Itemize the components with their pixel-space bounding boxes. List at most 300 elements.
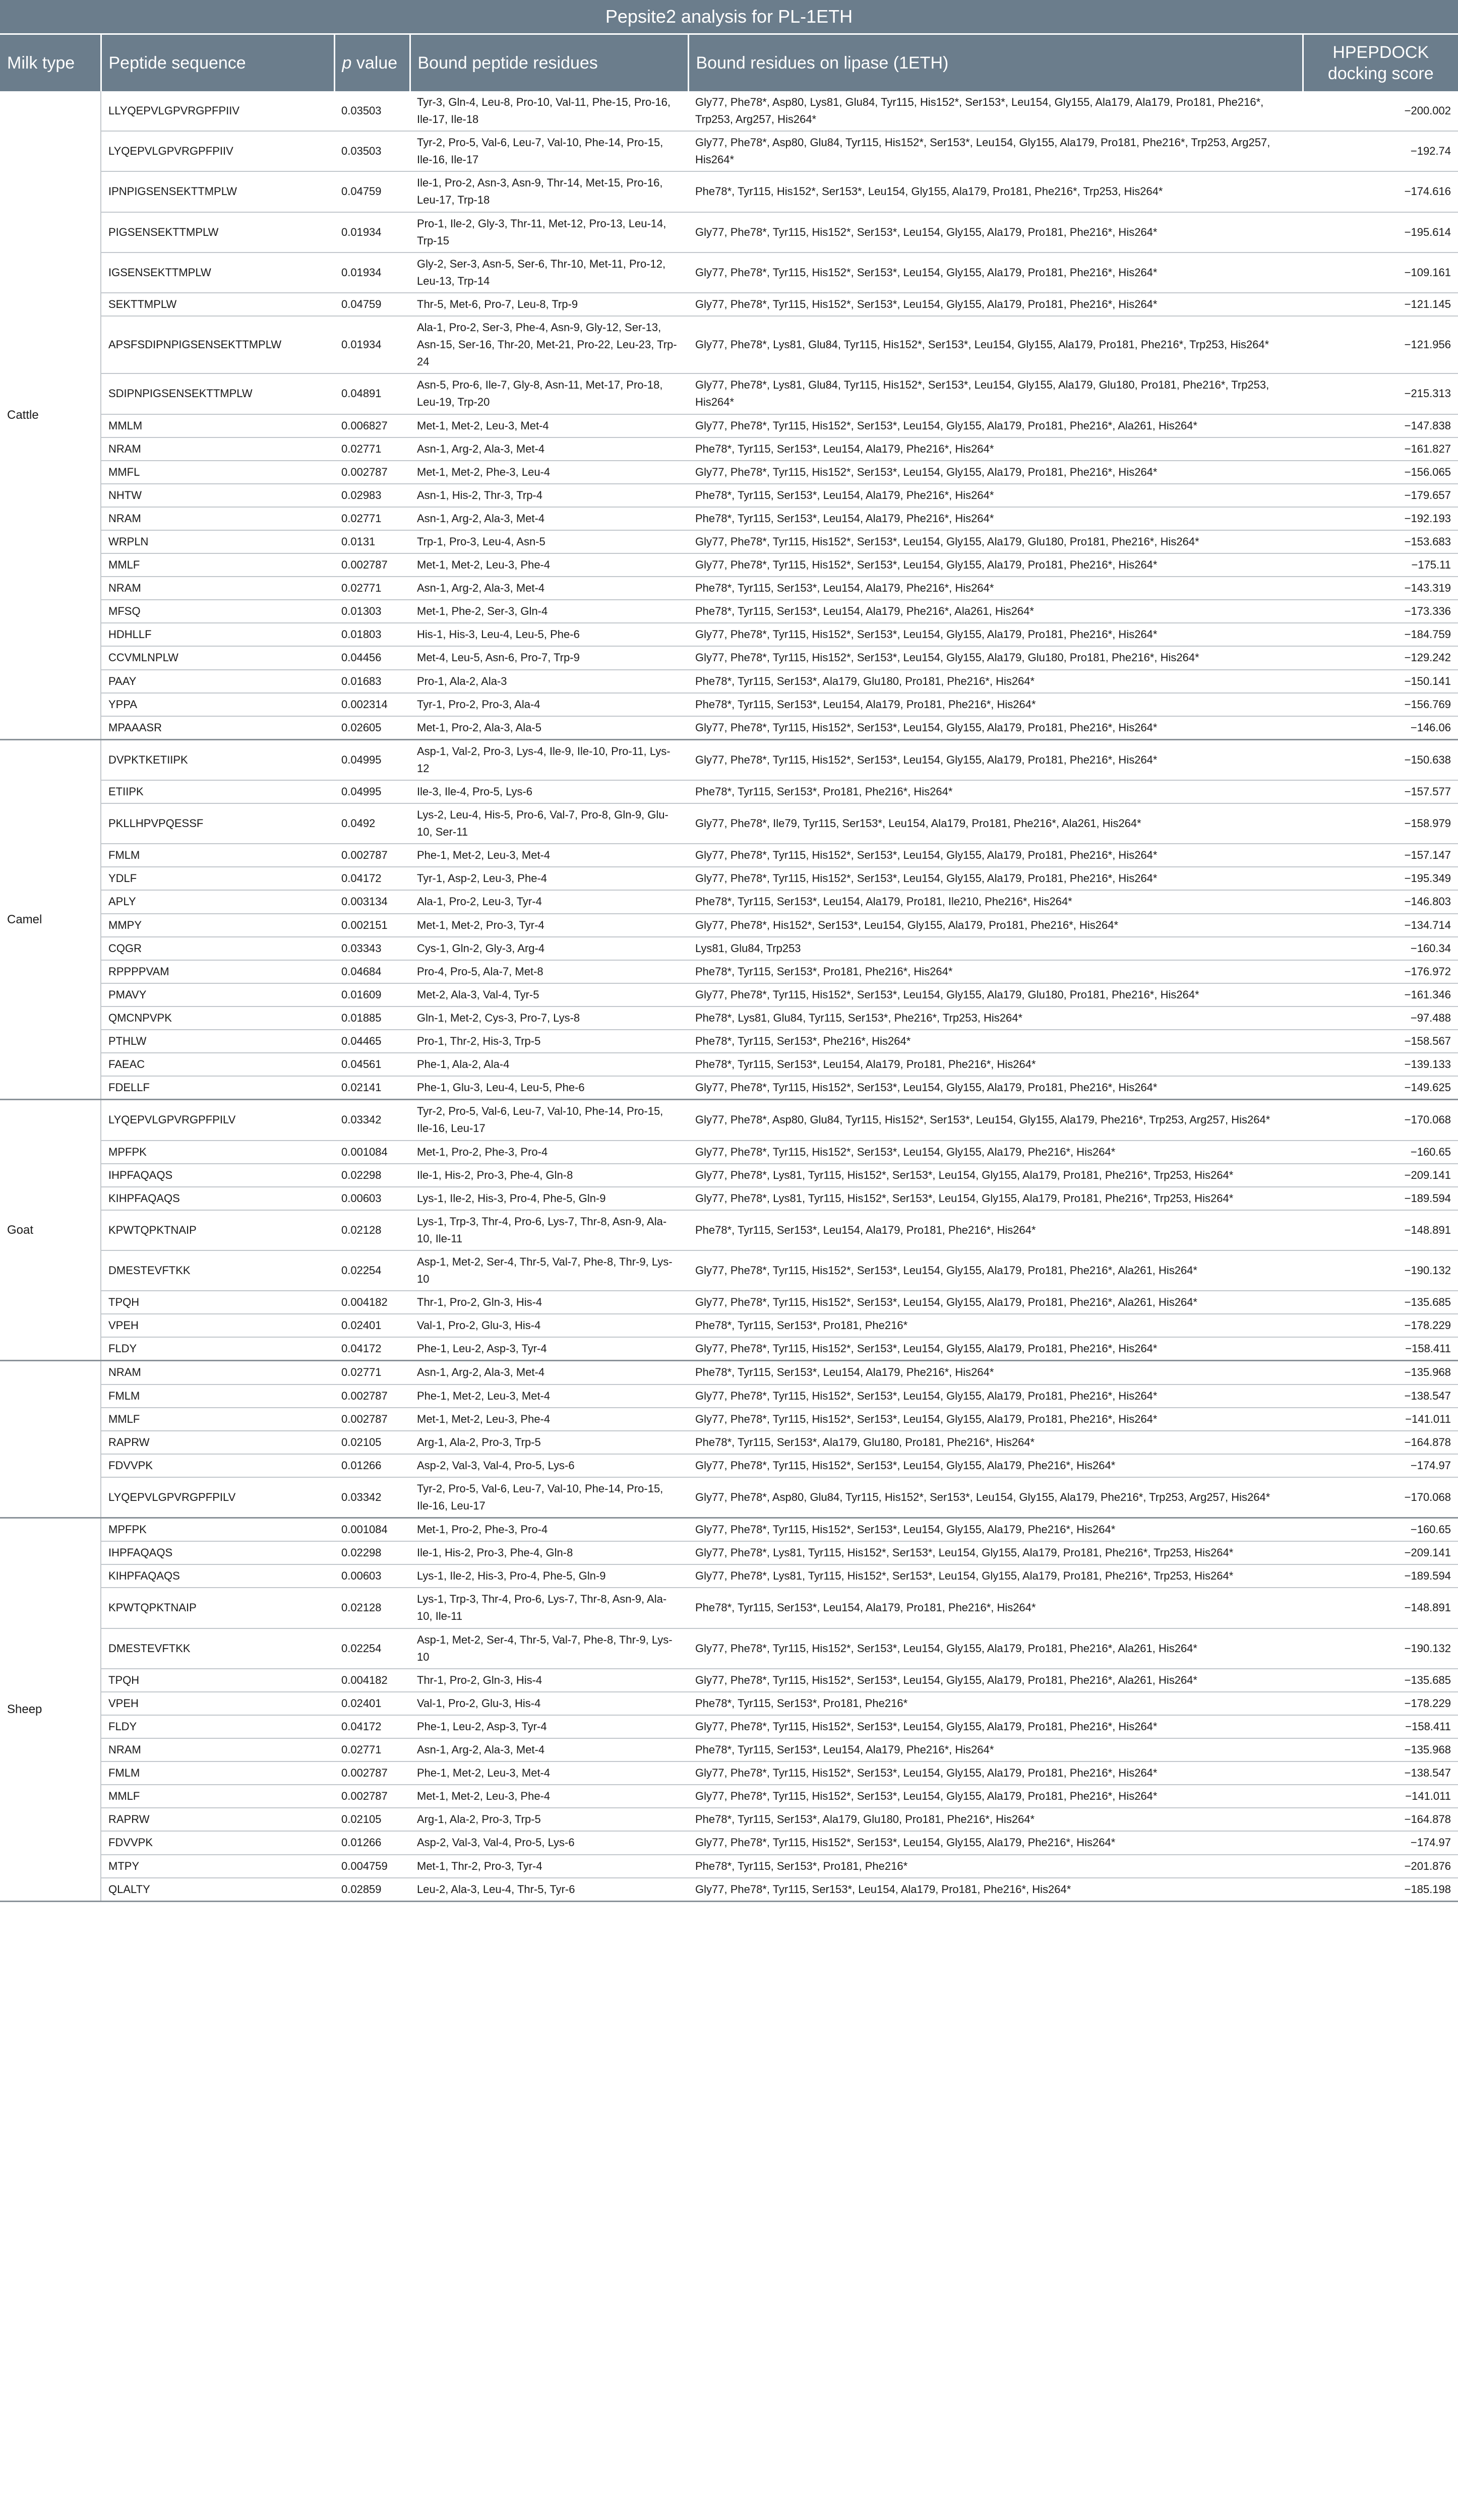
docking-score-cell: −141.011 — [1303, 1785, 1458, 1808]
bound-peptide-residues-cell: Thr-5, Met-6, Pro-7, Leu-8, Trp-9 — [410, 293, 688, 316]
bound-lipase-residues-cell: Gly77, Phe78*, Tyr115, His152*, Ser153*, Leu154, Gly155, Ala179, Pro181, Phe216*, Ala261, His264* — [688, 1250, 1303, 1291]
peptide-sequence-cell: MMLM — [101, 414, 334, 437]
docking-score-cell: −192.193 — [1303, 507, 1458, 530]
table-row — [0, 1053, 1458, 1076]
p-value-cell: 0.004182 — [334, 1291, 410, 1314]
bound-peptide-residues-cell: Asn-5, Pro-6, Ile-7, Gly-8, Asn-11, Met-17, Pro-18, Leu-19, Trp-20 — [410, 373, 688, 414]
milk-type-cell: Goat — [0, 1100, 101, 1361]
p-value-cell: 0.003134 — [334, 890, 410, 913]
p-value-cell: 0.02401 — [334, 1692, 410, 1715]
peptide-sequence-cell: IHPFAQAQS — [101, 1541, 334, 1564]
table-row — [0, 1164, 1458, 1187]
bound-peptide-residues-cell: Phe-1, Met-2, Leu-3, Met-4 — [410, 1384, 688, 1408]
peptide-sequence-cell: NRAM — [101, 1738, 334, 1761]
table-row — [0, 1785, 1458, 1808]
bound-peptide-residues-cell: Arg-1, Ala-2, Pro-3, Trp-5 — [410, 1431, 688, 1454]
bound-lipase-residues-cell: Gly77, Phe78*, Tyr115, His152*, Ser153*, Leu154, Gly155, Ala179, Pro181, Phe216*, His264* — [688, 867, 1303, 890]
table-row — [0, 1628, 1458, 1669]
docking-score-cell: −158.979 — [1303, 803, 1458, 844]
docking-score-cell: −195.614 — [1303, 212, 1458, 253]
peptide-sequence-cell: MMLF — [101, 553, 334, 577]
table-row — [0, 1431, 1458, 1454]
bound-peptide-residues-cell: Tyr-1, Asp-2, Leu-3, Phe-4 — [410, 867, 688, 890]
p-value-cell: 0.002787 — [334, 1785, 410, 1808]
peptide-sequence-cell: KPWTQPKTNAIP — [101, 1588, 334, 1628]
peptide-sequence-cell: MPAAASR — [101, 716, 334, 740]
bound-lipase-residues-cell: Phe78*, Tyr115, Ser153*, Leu154, Ala179, Phe216*, His264* — [688, 484, 1303, 507]
bound-lipase-residues-cell: Gly77, Phe78*, Tyr115, His152*, Ser153*, Leu154, Gly155, Ala179, Phe216*, His264* — [688, 1141, 1303, 1164]
table-row — [0, 623, 1458, 646]
p-value-cell: 0.04465 — [334, 1030, 410, 1053]
table-row — [0, 1454, 1458, 1477]
bound-lipase-residues-cell: Gly77, Phe78*, Asp80, Glu84, Tyr115, His152*, Ser153*, Leu154, Gly155, Ala179, Pro181, Phe216*, Trp253, Arg257, His264* — [688, 131, 1303, 171]
bound-lipase-residues-cell: Gly77, Phe78*, Ile79, Tyr115, Ser153*, Leu154, Ala179, Pro181, Phe216*, Ala261, His264* — [688, 803, 1303, 844]
table-row — [0, 670, 1458, 693]
docking-score-cell: −156.065 — [1303, 461, 1458, 484]
milk-type-cell: Cattle — [0, 91, 101, 739]
bound-peptide-residues-cell: Met-1, Met-2, Pro-3, Tyr-4 — [410, 914, 688, 937]
docking-score-cell: −176.972 — [1303, 960, 1458, 983]
table-row — [0, 1518, 1458, 1542]
docking-score-cell: −135.685 — [1303, 1669, 1458, 1692]
p-value-cell: 0.04995 — [334, 739, 410, 780]
table-row — [0, 91, 1458, 131]
bound-peptide-residues-cell: Leu-2, Ala-3, Leu-4, Thr-5, Tyr-6 — [410, 1878, 688, 1902]
bound-lipase-residues-cell: Gly77, Phe78*, Tyr115, His152*, Ser153*, Leu154, Gly155, Ala179, Pro181, Phe216*, His264* — [688, 716, 1303, 740]
table-row — [0, 507, 1458, 530]
table-row — [0, 1076, 1458, 1100]
milk-group — [0, 739, 1458, 1100]
docking-score-cell: −160.65 — [1303, 1141, 1458, 1164]
table-row — [0, 914, 1458, 937]
peptide-sequence-cell: FMLM — [101, 1384, 334, 1408]
docking-score-cell: −192.74 — [1303, 131, 1458, 171]
docking-score-cell: −138.547 — [1303, 1384, 1458, 1408]
peptide-sequence-cell: YDLF — [101, 867, 334, 890]
column-header-row — [0, 34, 1458, 92]
p-value-cell: 0.002151 — [334, 914, 410, 937]
bound-lipase-residues-cell: Phe78*, Tyr115, Ser153*, Ala179, Glu180, Pro181, Phe216*, His264* — [688, 670, 1303, 693]
p-value-cell: 0.02105 — [334, 1808, 410, 1831]
p-value-cell: 0.04456 — [334, 646, 410, 669]
table-row — [0, 937, 1458, 960]
peptide-sequence-cell: FLDY — [101, 1337, 334, 1361]
bound-lipase-residues-cell: Gly77, Phe78*, Lys81, Tyr115, His152*, Ser153*, Leu154, Gly155, Ala179, Pro181, Phe216*, Trp253, His264* — [688, 1164, 1303, 1187]
bound-lipase-residues-cell: Phe78*, Tyr115, Ser153*, Leu154, Ala179, Phe216*, His264* — [688, 1738, 1303, 1761]
p-value-cell: 0.04891 — [334, 373, 410, 414]
p-value-cell: 0.04172 — [334, 1715, 410, 1738]
p-value-cell: 0.01934 — [334, 212, 410, 253]
docking-score-cell: −129.242 — [1303, 646, 1458, 669]
table-row — [0, 1100, 1458, 1141]
p-value-cell: 0.02859 — [334, 1878, 410, 1902]
table-row — [0, 530, 1458, 553]
bound-peptide-residues-cell: Asp-2, Val-3, Val-4, Pro-5, Lys-6 — [410, 1831, 688, 1854]
docking-score-cell: −170.068 — [1303, 1100, 1458, 1141]
bound-lipase-residues-cell: Phe78*, Tyr115, Ser153*, Leu154, Ala179, Phe216*, His264* — [688, 437, 1303, 461]
docking-score-cell: −160.65 — [1303, 1518, 1458, 1542]
docking-score-cell: −189.594 — [1303, 1564, 1458, 1588]
bound-lipase-residues-cell: Gly77, Phe78*, Tyr115, His152*, Ser153*, Leu154, Gly155, Ala179, Pro181, Phe216*, His264* — [688, 461, 1303, 484]
bound-lipase-residues-cell: Gly77, Phe78*, Tyr115, His152*, Ser153*, Leu154, Gly155, Ala179, Pro181, Phe216*, His264* — [688, 1761, 1303, 1785]
bound-peptide-residues-cell: Lys-1, Ile-2, His-3, Pro-4, Phe-5, Gln-9 — [410, 1564, 688, 1588]
bound-peptide-residues-cell: Arg-1, Ala-2, Pro-3, Trp-5 — [410, 1808, 688, 1831]
table-row — [0, 484, 1458, 507]
peptide-sequence-cell: NRAM — [101, 437, 334, 461]
bound-peptide-residues-cell: Met-1, Met-2, Leu-3, Met-4 — [410, 414, 688, 437]
peptide-sequence-cell: KIHPFAQAQS — [101, 1187, 334, 1210]
bound-lipase-residues-cell: Gly77, Phe78*, His152*, Ser153*, Leu154, Gly155, Ala179, Pro181, Phe216*, His264* — [688, 914, 1303, 937]
docking-score-cell: −178.229 — [1303, 1314, 1458, 1337]
p-value-cell: 0.01303 — [334, 600, 410, 623]
bound-peptide-residues-cell: Lys-1, Trp-3, Thr-4, Pro-6, Lys-7, Thr-8, Asn-9, Ala-10, Ile-11 — [410, 1210, 688, 1250]
docking-score-cell: −174.616 — [1303, 171, 1458, 212]
p-value-cell: 0.04759 — [334, 171, 410, 212]
bound-lipase-residues-cell: Phe78*, Tyr115, Ser153*, Ala179, Glu180, Pro181, Phe216*, His264* — [688, 1431, 1303, 1454]
p-value-cell: 0.02771 — [334, 1361, 410, 1384]
bound-lipase-residues-cell: Gly77, Phe78*, Tyr115, His152*, Ser153*, Leu154, Gly155, Ala179, Pro181, Phe216*, His264* — [688, 553, 1303, 577]
docking-score-cell: −200.002 — [1303, 91, 1458, 131]
p-value-cell: 0.04759 — [334, 293, 410, 316]
bound-peptide-residues-cell: Met-1, Pro-2, Phe-3, Pro-4 — [410, 1518, 688, 1542]
table-title-row — [0, 0, 1458, 34]
docking-score-cell: −150.638 — [1303, 739, 1458, 780]
bound-peptide-residues-cell: Asn-1, Arg-2, Ala-3, Met-4 — [410, 507, 688, 530]
p-value-cell: 0.01885 — [334, 1006, 410, 1030]
p-value-cell: 0.02771 — [334, 577, 410, 600]
bound-peptide-residues-cell: Met-1, Pro-2, Ala-3, Ala-5 — [410, 716, 688, 740]
p-value-cell: 0.002787 — [334, 1761, 410, 1785]
docking-score-cell: −158.567 — [1303, 1030, 1458, 1053]
docking-score-cell: −164.878 — [1303, 1808, 1458, 1831]
table-title: Pepsite2 analysis for PL-1ETH — [0, 0, 1458, 34]
table-row — [0, 253, 1458, 293]
bound-lipase-residues-cell: Gly77, Phe78*, Lys81, Glu84, Tyr115, His152*, Ser153*, Leu154, Gly155, Ala179, Pro181, Phe216*, Trp253, His264* — [688, 316, 1303, 373]
bound-peptide-residues-cell: Gln-1, Met-2, Cys-3, Pro-7, Lys-8 — [410, 1006, 688, 1030]
table-row — [0, 171, 1458, 212]
table-row — [0, 844, 1458, 867]
docking-score-cell: −135.968 — [1303, 1738, 1458, 1761]
bound-lipase-residues-cell: Gly77, Phe78*, Tyr115, His152*, Ser153*, Leu154, Gly155, Ala179, Pro181, Phe216*, Ala261, His264* — [688, 1291, 1303, 1314]
docking-score-cell: −173.336 — [1303, 600, 1458, 623]
peptide-sequence-cell: SEKTTMPLW — [101, 293, 334, 316]
bound-lipase-residues-cell: Gly77, Phe78*, Tyr115, His152*, Ser153*, Leu154, Gly155, Ala179, Pro181, Phe216*, His264* — [688, 844, 1303, 867]
bound-peptide-residues-cell: Asn-1, Arg-2, Ala-3, Met-4 — [410, 1738, 688, 1761]
p-value-cell: 0.04172 — [334, 867, 410, 890]
p-value-cell: 0.02254 — [334, 1250, 410, 1291]
bound-lipase-residues-cell: Phe78*, Tyr115, Ser153*, Leu154, Ala179, Pro181, Phe216*, His264* — [688, 693, 1303, 716]
docking-score-cell: −201.876 — [1303, 1855, 1458, 1878]
bound-peptide-residues-cell: Ile-3, Ile-4, Pro-5, Lys-6 — [410, 780, 688, 803]
table-row — [0, 1564, 1458, 1588]
milk-group — [0, 1100, 1458, 1361]
header-peptide-sequence: Peptide sequence — [101, 34, 334, 92]
bound-lipase-residues-cell: Phe78*, Tyr115, Ser153*, Pro181, Phe216* — [688, 1855, 1303, 1878]
table-row — [0, 212, 1458, 253]
docking-score-cell: −135.685 — [1303, 1291, 1458, 1314]
bound-lipase-residues-cell: Phe78*, Tyr115, Ser153*, Pro181, Phe216* — [688, 1692, 1303, 1715]
table-row — [0, 577, 1458, 600]
docking-score-cell: −138.547 — [1303, 1761, 1458, 1785]
bound-lipase-residues-cell: Gly77, Phe78*, Tyr115, His152*, Ser153*, Leu154, Gly155, Ala179, Pro181, Phe216*, Ala261, His264* — [688, 414, 1303, 437]
docking-score-cell: −158.411 — [1303, 1337, 1458, 1361]
milk-group — [0, 1518, 1458, 1902]
peptide-sequence-cell: TPQH — [101, 1291, 334, 1314]
table-row — [0, 414, 1458, 437]
docking-score-cell: −189.594 — [1303, 1187, 1458, 1210]
bound-peptide-residues-cell: Met-1, Met-2, Phe-3, Leu-4 — [410, 461, 688, 484]
p-value-cell: 0.04561 — [334, 1053, 410, 1076]
table-row — [0, 803, 1458, 844]
docking-score-cell: −150.141 — [1303, 670, 1458, 693]
docking-score-cell: −147.838 — [1303, 414, 1458, 437]
peptide-sequence-cell: IGSENSEKTTMPLW — [101, 253, 334, 293]
peptide-sequence-cell: LYQEPVLGPVRGPFPILV — [101, 1100, 334, 1141]
p-value-cell: 0.001084 — [334, 1518, 410, 1542]
bound-peptide-residues-cell: Asp-1, Met-2, Ser-4, Thr-5, Val-7, Phe-8, Thr-9, Lys-10 — [410, 1628, 688, 1669]
bound-lipase-residues-cell: Gly77, Phe78*, Tyr115, His152*, Ser153*, Leu154, Gly155, Ala179, Pro181, Phe216*, His264* — [688, 739, 1303, 780]
bound-peptide-residues-cell: Tyr-3, Gln-4, Leu-8, Pro-10, Val-11, Phe-15, Pro-16, Ile-17, Ile-18 — [410, 91, 688, 131]
table-row — [0, 739, 1458, 780]
docking-score-cell: −121.956 — [1303, 316, 1458, 373]
bound-peptide-residues-cell: Pro-1, Ala-2, Ala-3 — [410, 670, 688, 693]
bound-peptide-residues-cell: Trp-1, Pro-3, Leu-4, Asn-5 — [410, 530, 688, 553]
peptide-sequence-cell: APLY — [101, 890, 334, 913]
milk-type-cell — [0, 1361, 101, 1518]
bound-peptide-residues-cell: Phe-1, Met-2, Leu-3, Met-4 — [410, 1761, 688, 1785]
bound-lipase-residues-cell: Lys81, Glu84, Trp253 — [688, 937, 1303, 960]
docking-score-cell: −185.198 — [1303, 1878, 1458, 1902]
bound-peptide-residues-cell: Phe-1, Leu-2, Asp-3, Tyr-4 — [410, 1337, 688, 1361]
p-value-cell: 0.04995 — [334, 780, 410, 803]
table-row — [0, 1878, 1458, 1902]
bound-peptide-residues-cell: Ala-1, Pro-2, Leu-3, Tyr-4 — [410, 890, 688, 913]
bound-peptide-residues-cell: Met-2, Ala-3, Val-4, Tyr-5 — [410, 983, 688, 1006]
bound-lipase-residues-cell: Gly77, Phe78*, Tyr115, His152*, Ser153*, Leu154, Gly155, Ala179, Pro181, Phe216*, His264* — [688, 212, 1303, 253]
bound-peptide-residues-cell: Ile-1, His-2, Pro-3, Phe-4, Gln-8 — [410, 1164, 688, 1187]
docking-score-cell: −157.577 — [1303, 780, 1458, 803]
table-row — [0, 646, 1458, 669]
bound-peptide-residues-cell: Phe-1, Ala-2, Ala-4 — [410, 1053, 688, 1076]
bound-peptide-residues-cell: Phe-1, Leu-2, Asp-3, Tyr-4 — [410, 1715, 688, 1738]
table-row — [0, 131, 1458, 171]
p-value-cell: 0.01683 — [334, 670, 410, 693]
p-value-cell: 0.004182 — [334, 1669, 410, 1692]
bound-peptide-residues-cell: Asn-1, Arg-2, Ala-3, Met-4 — [410, 437, 688, 461]
peptide-sequence-cell: CQGR — [101, 937, 334, 960]
bound-lipase-residues-cell: Gly77, Phe78*, Lys81, Tyr115, His152*, Ser153*, Leu154, Gly155, Ala179, Pro181, Phe216*, Trp253, His264* — [688, 1564, 1303, 1588]
bound-peptide-residues-cell: Lys-1, Trp-3, Thr-4, Pro-6, Lys-7, Thr-8, Asn-9, Ala-10, Ile-11 — [410, 1588, 688, 1628]
bound-peptide-residues-cell: Lys-2, Leu-4, His-5, Pro-6, Val-7, Pro-8, Gln-9, Glu-10, Ser-11 — [410, 803, 688, 844]
table-row — [0, 461, 1458, 484]
p-value-cell: 0.03503 — [334, 91, 410, 131]
peptide-sequence-cell: DMESTEVFTKK — [101, 1250, 334, 1291]
table-row — [0, 983, 1458, 1006]
p-value-cell: 0.01934 — [334, 316, 410, 373]
bound-lipase-residues-cell: Gly77, Phe78*, Lys81, Glu84, Tyr115, His152*, Ser153*, Leu154, Gly155, Ala179, Glu180, Pro181, Phe216*, Trp253, His264* — [688, 373, 1303, 414]
table-row — [0, 867, 1458, 890]
peptide-sequence-cell: ETIIPK — [101, 780, 334, 803]
table-row — [0, 780, 1458, 803]
bound-peptide-residues-cell: Ala-1, Pro-2, Ser-3, Phe-4, Asn-9, Gly-12, Ser-13, Asn-15, Ser-16, Thr-20, Met-21, Pro-22, Leu-23, Trp-24 — [410, 316, 688, 373]
bound-lipase-residues-cell: Gly77, Phe78*, Tyr115, His152*, Ser153*, Leu154, Gly155, Ala179, Pro181, Phe216*, His264* — [688, 623, 1303, 646]
p-value-cell: 0.001084 — [334, 1141, 410, 1164]
table-row — [0, 1477, 1458, 1518]
header-milk-type: Milk type — [0, 34, 101, 92]
peptide-sequence-cell: DVPKTKETIIPK — [101, 739, 334, 780]
bound-peptide-residues-cell: Met-4, Leu-5, Asn-6, Pro-7, Trp-9 — [410, 646, 688, 669]
p-value-cell: 0.02401 — [334, 1314, 410, 1337]
p-value-cell: 0.02141 — [334, 1076, 410, 1100]
p-value-cell: 0.01934 — [334, 253, 410, 293]
table-row — [0, 1669, 1458, 1692]
p-value-cell: 0.02105 — [334, 1431, 410, 1454]
p-value-cell: 0.002314 — [334, 693, 410, 716]
table-row — [0, 600, 1458, 623]
p-value-cell: 0.00603 — [334, 1564, 410, 1588]
bound-peptide-residues-cell: Val-1, Pro-2, Glu-3, His-4 — [410, 1692, 688, 1715]
docking-score-cell: −153.683 — [1303, 530, 1458, 553]
docking-score-cell: −109.161 — [1303, 253, 1458, 293]
table-row — [0, 1314, 1458, 1337]
table-row — [0, 1291, 1458, 1314]
docking-score-cell: −175.11 — [1303, 553, 1458, 577]
p-value-cell: 0.02771 — [334, 1738, 410, 1761]
docking-score-cell: −121.145 — [1303, 293, 1458, 316]
p-value-cell: 0.04172 — [334, 1337, 410, 1361]
peptide-sequence-cell: RAPRW — [101, 1808, 334, 1831]
table-row — [0, 1384, 1458, 1408]
bound-peptide-residues-cell: Tyr-2, Pro-5, Val-6, Leu-7, Val-10, Phe-14, Pro-15, Ile-16, Leu-17 — [410, 1100, 688, 1141]
table-row — [0, 1187, 1458, 1210]
p-value-cell: 0.03342 — [334, 1100, 410, 1141]
bound-lipase-residues-cell: Gly77, Phe78*, Tyr115, His152*, Ser153*, Leu154, Gly155, Ala179, Pro181, Phe216*, His264* — [688, 253, 1303, 293]
docking-score-cell: −170.068 — [1303, 1477, 1458, 1518]
bound-lipase-residues-cell: Phe78*, Tyr115, Ser153*, Pro181, Phe216*, His264* — [688, 780, 1303, 803]
docking-score-cell: −97.488 — [1303, 1006, 1458, 1030]
bound-peptide-residues-cell: Asn-1, Arg-2, Ala-3, Met-4 — [410, 1361, 688, 1384]
peptide-sequence-cell: MFSQ — [101, 600, 334, 623]
peptide-sequence-cell: NRAM — [101, 507, 334, 530]
bound-lipase-residues-cell: Gly77, Phe78*, Tyr115, His152*, Ser153*, Leu154, Gly155, Ala179, Pro181, Phe216*, His264* — [688, 1384, 1303, 1408]
bound-lipase-residues-cell: Gly77, Phe78*, Tyr115, His152*, Ser153*, Leu154, Gly155, Ala179, Phe216*, His264* — [688, 1831, 1303, 1854]
peptide-sequence-cell: MMFL — [101, 461, 334, 484]
bound-peptide-residues-cell: Asp-1, Met-2, Ser-4, Thr-5, Val-7, Phe-8, Thr-9, Lys-10 — [410, 1250, 688, 1291]
bound-lipase-residues-cell: Gly77, Phe78*, Asp80, Lys81, Glu84, Tyr115, His152*, Ser153*, Leu154, Gly155, Ala179, Ala179, Pro181, Phe216*, Trp253, Arg257, His264* — [688, 91, 1303, 131]
table-row — [0, 1006, 1458, 1030]
p-value-cell: 0.02298 — [334, 1541, 410, 1564]
docking-score-cell: −160.34 — [1303, 937, 1458, 960]
bound-peptide-residues-cell: Gly-2, Ser-3, Asn-5, Ser-6, Thr-10, Met-11, Pro-12, Leu-13, Trp-14 — [410, 253, 688, 293]
docking-score-cell: −209.141 — [1303, 1164, 1458, 1187]
bound-peptide-residues-cell: Pro-1, Ile-2, Gly-3, Thr-11, Met-12, Pro-13, Leu-14, Trp-15 — [410, 212, 688, 253]
peptide-sequence-cell: PMAVY — [101, 983, 334, 1006]
header-bound-residues-lipase: Bound residues on lipase (1ETH) — [688, 34, 1303, 92]
docking-score-cell: −157.147 — [1303, 844, 1458, 867]
docking-score-cell: −184.759 — [1303, 623, 1458, 646]
bound-lipase-residues-cell: Gly77, Phe78*, Asp80, Glu84, Tyr115, His152*, Ser153*, Leu154, Gly155, Ala179, Phe216*, Trp253, Arg257, His264* — [688, 1100, 1303, 1141]
table-row — [0, 1337, 1458, 1361]
p-value-cell: 0.04684 — [334, 960, 410, 983]
bound-lipase-residues-cell: Gly77, Phe78*, Tyr115, His152*, Ser153*, Leu154, Gly155, Ala179, Phe216*, His264* — [688, 1518, 1303, 1542]
bound-peptide-residues-cell: Met-1, Thr-2, Pro-3, Tyr-4 — [410, 1855, 688, 1878]
peptide-sequence-cell: FLDY — [101, 1715, 334, 1738]
table-row — [0, 373, 1458, 414]
milk-type-cell: Sheep — [0, 1518, 101, 1902]
p-value-cell: 0.002787 — [334, 461, 410, 484]
bound-lipase-residues-cell: Gly77, Phe78*, Tyr115, His152*, Ser153*, Leu154, Gly155, Ala179, Pro181, Phe216*, His264* — [688, 1337, 1303, 1361]
bound-lipase-residues-cell: Gly77, Phe78*, Tyr115, His152*, Ser153*, Leu154, Gly155, Ala179, Pro181, Phe216*, His264* — [688, 293, 1303, 316]
table-row — [0, 960, 1458, 983]
peptide-sequence-cell: NRAM — [101, 1361, 334, 1384]
docking-score-cell: −195.349 — [1303, 867, 1458, 890]
bound-peptide-residues-cell: His-1, His-3, Leu-4, Leu-5, Phe-6 — [410, 623, 688, 646]
peptide-sequence-cell: PAAY — [101, 670, 334, 693]
docking-score-cell: −190.132 — [1303, 1250, 1458, 1291]
peptide-sequence-cell: HDHLLF — [101, 623, 334, 646]
peptide-sequence-cell: FDELLF — [101, 1076, 334, 1100]
header-p-value — [334, 34, 410, 92]
p-value-cell: 0.02771 — [334, 507, 410, 530]
peptide-sequence-cell: MTPY — [101, 1855, 334, 1878]
table-row — [0, 1761, 1458, 1785]
p-value-cell: 0.03343 — [334, 937, 410, 960]
p-value-cell: 0.01609 — [334, 983, 410, 1006]
bound-lipase-residues-cell: Phe78*, Tyr115, Ser153*, Pro181, Phe216* — [688, 1314, 1303, 1337]
peptide-sequence-cell: VPEH — [101, 1314, 334, 1337]
bound-peptide-residues-cell: Met-1, Phe-2, Ser-3, Gln-4 — [410, 600, 688, 623]
peptide-sequence-cell: SDIPNPIGSENSEKTTMPLW — [101, 373, 334, 414]
bound-peptide-residues-cell: Pro-4, Pro-5, Ala-7, Met-8 — [410, 960, 688, 983]
docking-score-cell: −135.968 — [1303, 1361, 1458, 1384]
bound-peptide-residues-cell: Thr-1, Pro-2, Gln-3, His-4 — [410, 1291, 688, 1314]
table-row — [0, 1855, 1458, 1878]
table-row — [0, 716, 1458, 740]
table-row — [0, 1808, 1458, 1831]
bound-lipase-residues-cell: Gly77, Phe78*, Lys81, Tyr115, His152*, Ser153*, Leu154, Gly155, Ala179, Pro181, Phe216*, Trp253, His264* — [688, 1187, 1303, 1210]
bound-lipase-residues-cell: Gly77, Phe78*, Tyr115, Ser153*, Leu154, Ala179, Pro181, Phe216*, His264* — [688, 1878, 1303, 1902]
p-value-cell: 0.02128 — [334, 1588, 410, 1628]
bound-lipase-residues-cell: Phe78*, Tyr115, Ser153*, Leu154, Ala179, Phe216*, His264* — [688, 1361, 1303, 1384]
p-value-cell: 0.00603 — [334, 1187, 410, 1210]
bound-peptide-residues-cell: Phe-1, Met-2, Leu-3, Met-4 — [410, 844, 688, 867]
table-row — [0, 693, 1458, 716]
table-row — [0, 316, 1458, 373]
bound-peptide-residues-cell: Met-1, Met-2, Leu-3, Phe-4 — [410, 1408, 688, 1431]
bound-peptide-residues-cell: Cys-1, Gln-2, Gly-3, Arg-4 — [410, 937, 688, 960]
table-row — [0, 1588, 1458, 1628]
bound-peptide-residues-cell: Thr-1, Pro-2, Gln-3, His-4 — [410, 1669, 688, 1692]
p-value-cell: 0.03503 — [334, 131, 410, 171]
milk-group — [0, 91, 1458, 739]
docking-score-cell: −161.346 — [1303, 983, 1458, 1006]
bound-peptide-residues-cell: Asn-1, Arg-2, Ala-3, Met-4 — [410, 577, 688, 600]
bound-lipase-residues-cell: Phe78*, Tyr115, Ser153*, Leu154, Ala179, Pro181, Phe216*, His264* — [688, 1588, 1303, 1628]
peptide-sequence-cell: LLYQEPVLGPVRGPFPIIV — [101, 91, 334, 131]
table-row — [0, 1738, 1458, 1761]
table-row — [0, 293, 1458, 316]
p-value-cell: 0.01266 — [334, 1831, 410, 1854]
bound-peptide-residues-cell: Met-1, Met-2, Leu-3, Phe-4 — [410, 1785, 688, 1808]
peptide-sequence-cell: CCVMLNPLW — [101, 646, 334, 669]
peptide-sequence-cell: MPFPK — [101, 1518, 334, 1542]
peptide-sequence-cell: RPPPPVAM — [101, 960, 334, 983]
p-value-cell: 0.006827 — [334, 414, 410, 437]
docking-score-cell: −148.891 — [1303, 1210, 1458, 1250]
bound-lipase-residues-cell: Phe78*, Tyr115, Ser153*, Leu154, Ala179, Pro181, Phe216*, His264* — [688, 1210, 1303, 1250]
table-row — [0, 890, 1458, 913]
bound-lipase-residues-cell: Gly77, Phe78*, Lys81, Tyr115, His152*, Ser153*, Leu154, Gly155, Ala179, Pro181, Phe216*, Trp253, His264* — [688, 1541, 1303, 1564]
